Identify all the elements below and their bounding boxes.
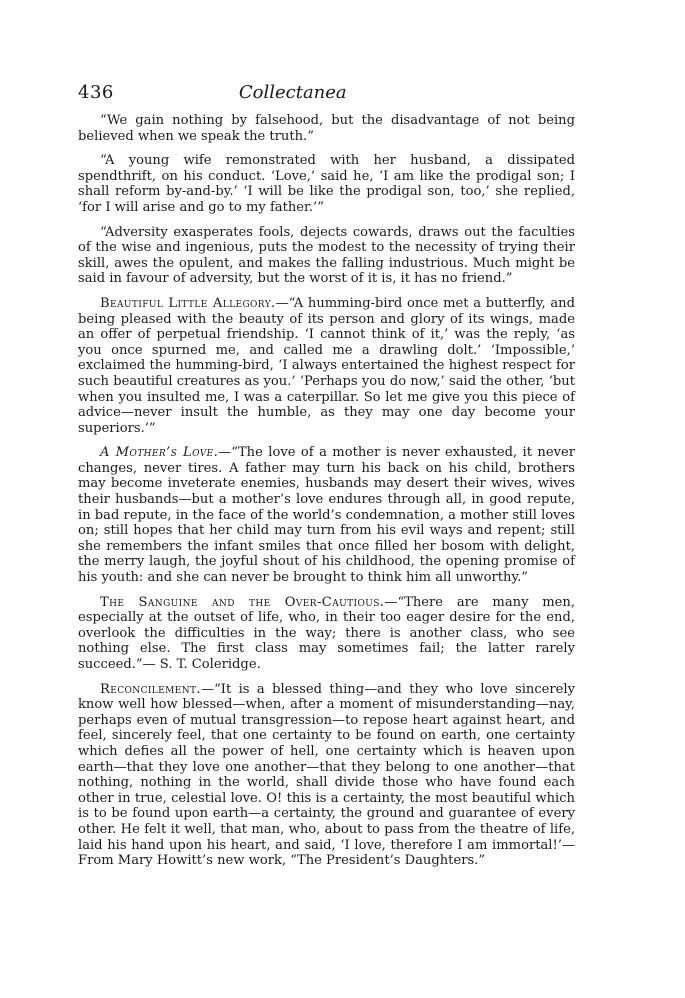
section-title: A Mother’s Love.	[100, 445, 219, 461]
section-title: Reconcilement.	[100, 681, 201, 697]
section-mothers-love: A Mother’s Love.—“The love of a mother is never exhausted, it never changes, never tires. A father may turn his back on his child, brothers may become inveterate enemies, husbands may desert their wives, wives their husbands—but a mother’s love endures through all, in good repute, in bad repute, in the face of the world’s condemnation, a mother still loves on; still hopes that her child may turn from his evil ways and repent; still she remembers the infant smiles that once filled her bosom with delight, the merry laugh, the joyful shout of his childhood, the opening promise of his youth: and she can never be brought to think him all unworthy.”	[78, 445, 575, 586]
running-head: Collectanea	[238, 82, 347, 103]
section-reconcilement: Reconcilement.—“It is a blessed thing—and they who love sincerely know well how blessed—when, after a moment of misunderstanding—nay, perhaps even of mutual transgression—to repose heart against heart, and feel, sincerely feel, that one certainty to be found on earth, one certainty which defies all the power of hell, one certainty which is heaven upon earth—that they love one another—that they belong to one another—that nothing, nothing in the world, shall divide those who have found each other in true, celestial love. O! this is a certainty, the most beautiful which is to be found upon earth—a certainty, the ground and guarantee of every other. He felt it well, that man, who, about to pass from the theatre of life, laid his hand upon his heart, and said, ‘I love, therefore I am immortal!’—From Mary Howitt’s new work, “The President’s Daughters.”	[78, 681, 575, 869]
section-allegory: Beautiful Little Allegory.—“A humming-bird once met a butterfly, and being pleased with the beauty of its person and glory of its wings, made an offer of perpetual friendship. ‘I cannot think of it,’ was the reply, ‘as you once spurned me, and called me a drawling dolt.’ ‘Impossible,’ exclaimed the humming-bird, ‘I always entertained the highest respect for such beautiful creatures as you.’ ‘Perhaps you do now,’ said the other, ‘but when you insulted me, I was a caterpillar. So let me give you this piece of advice—never insult the humble, as they may one day become your superiors.’”	[78, 295, 575, 436]
page-number: 436	[78, 82, 114, 103]
section-title: The Sanguine and the Over-Cautious.	[100, 594, 385, 610]
anecdote-prodigal-son: “A young wife remonstrated with her husband, a dissipated spendthrift, on his conduct. ‘Love,’ said he, ‘I am like the prodigal son; I shall reform by-and-by.’ ‘I will be like the prodigal son, too,’ she replied, ‘for I will arise and go to my father.’”	[78, 153, 575, 215]
quote-adversity: “Adversity exasperates fools, dejects cowards, draws out the faculties of the wise and ingenious, puts the modest to the necessity of trying their skill, awes the opulent, and makes the falling industrious. Much might be said in favour of adversity, but the worst of it is, it has no friend.”	[78, 224, 575, 287]
section-title: Beautiful Little Allegory.	[100, 295, 276, 311]
page-header	[78, 82, 575, 103]
quote-falsehood: “We gain nothing by falsehood, but the disadvantage of not being believed when we speak the truth.”	[78, 113, 575, 144]
section-sanguine: The Sanguine and the Over-Cautious.—“There are many men, especially at the outset of life, who, in their too eager desire for the end, overlook the difficulties in the way; there is another class, who see nothing else. The first class may sometimes fail; the latter rarely succeed.”— S. T. Coleridge.	[78, 594, 576, 672]
